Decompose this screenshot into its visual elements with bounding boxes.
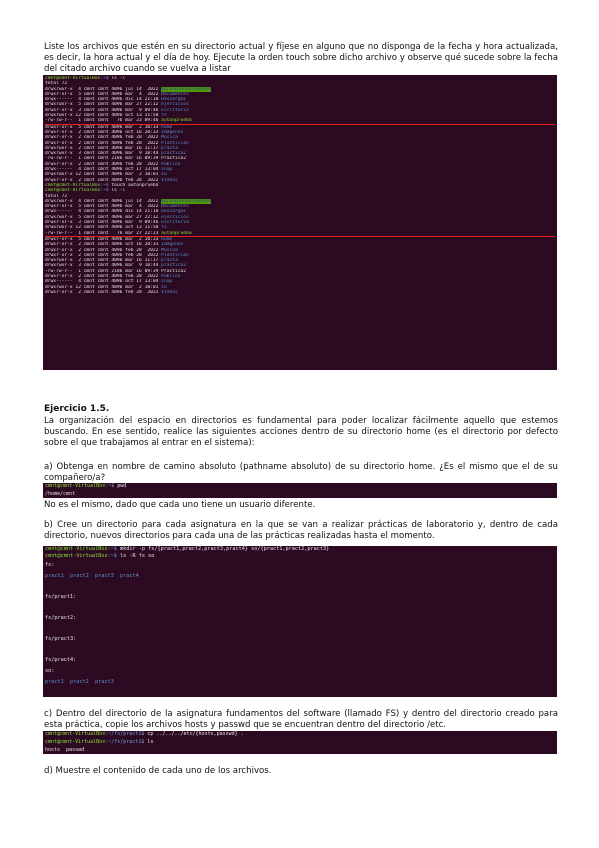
listing-row: [45, 290, 555, 295]
prompt-line: cmnt@cmnt-VirtualBox:~$ ls -R fs so: [45, 553, 155, 559]
subdir-header: fs/pract2:: [45, 614, 77, 621]
fs-subdirs: [45, 581, 555, 666]
listing-meta: drwxr-xr-x 2 cmnt cmnt 4096 feb 28 2022: [45, 161, 162, 167]
dir-entry: pract2: [70, 678, 95, 685]
listing-after: [45, 199, 555, 295]
prompt-line: cmnt@cmnt-VirtualBox:~/fs/pract1$ ls: [45, 738, 154, 745]
listing-name: Documentos: [161, 91, 189, 97]
listing-meta: drwxr-xr-x 5 cmnt cmnt 4096 mar 4 2022: [45, 91, 162, 97]
terminal-listing: [43, 75, 557, 370]
listing-meta: drwxrwxr-x 3 cmnt cmnt 4096 mar 9 10:44: [45, 151, 162, 157]
fs-dirs: [45, 571, 555, 582]
listing-name: Imágenes: [161, 129, 184, 135]
prompt-line: cmnt@cmnt-VirtualBox:~$ mkdir -p fs/{pract1,pract2,pract3,pract4} so/{pract1,pract2,pract3}: [45, 546, 330, 552]
listing-name: autonprueba: [161, 118, 192, 124]
listing-meta: drwxrwxr-x 12 cmnt cmnt 4096 mar 2 10:01: [45, 172, 162, 178]
listing-meta: drwxrwxr-x 12 cmnt cmnt 4096 mar 2 10:01: [45, 284, 162, 290]
subdir-header: fs/pract3:: [45, 636, 77, 643]
listing-meta: drwxrwxr-x 2 cmnt cmnt 4096 mar 16 11:17: [45, 258, 162, 264]
listing-meta: drwxr-xr-x 5 cmnt cmnt 4096 mar 4 2022: [45, 204, 162, 210]
listing-name: AprendiendoTodoCPU: [161, 86, 211, 92]
part-c-question: c) Dentro del directorio de la asignatura fundamentos del software (llamado FS) y dentro del directorio creado para esta práctica, copie los archivos hosts y passwd que se encuentran dentro del directorio /etc.: [44, 709, 558, 731]
fs-header: fs:: [45, 562, 55, 568]
listing-name: Descargas: [161, 209, 187, 215]
listing-name: Documentos: [161, 204, 189, 210]
prompt-line: cmnt@cmnt-VirtualBox:~$ pwd: [45, 483, 127, 489]
listing-name: so: [161, 284, 167, 290]
exercise-intro: La organización del espacio en directorios es fundamental para poder localizar fácilmente aquello que estemos buscando. En ese sentido, realice las siguientes acciones dentro de su directorio home (es el directorio por defecto sobre el que trabajamos al entrar en el sistema):: [44, 416, 558, 449]
listing-meta: drwx------ 4 cmnt cmnt 4096 oct 17 13:04: [45, 167, 162, 173]
terminal-pwd: [43, 483, 557, 498]
prompt-line: cmnt@cmnt-VirtualBox:~$ touch autonprueba: [45, 182, 159, 188]
listing-meta: drwxr-xr-x 5 cmnt cmnt 4096 mar 2 10:33: [45, 124, 162, 130]
subdir-header: fs/pract4:: [45, 657, 77, 664]
listing-meta: drwxr-xr-x 2 cmnt cmnt 4096 feb 28 2022: [45, 252, 162, 258]
listing-meta: drwx------ 4 cmnt cmnt 4096 dic 14 21:18: [45, 97, 162, 103]
so-header: so:: [45, 667, 55, 674]
listing-meta: -rw-rw-r-- 1 cmnt cmnt 76 mar 27 22:23: [45, 230, 162, 236]
dir-entry: pract1: [45, 678, 70, 685]
prompt-line: cmnt@cmnt-VirtualBox:~$ ls -l: [45, 188, 126, 194]
listing-name: home: [161, 236, 173, 242]
dir-entry: pract2: [70, 572, 95, 579]
blank-line: [45, 581, 555, 592]
terminal-cp: [43, 731, 557, 754]
listing-name: practica2: [161, 151, 187, 157]
listing-name: Música: [161, 135, 178, 141]
listing-meta: drwxrwxr-x 3 cmnt cmnt 4096 mar 9 10:44: [45, 263, 162, 269]
part-d-question: d) Muestre el contenido de cada uno de los archivos.: [44, 766, 272, 776]
terminal-mkdir: [43, 546, 557, 697]
exercise-heading: Ejercicio 1.5.: [44, 404, 110, 414]
listing-name: fs: [161, 113, 167, 119]
blank-line: [45, 624, 555, 635]
listing-name: Música: [161, 247, 178, 253]
listing-name: Escritorio: [161, 107, 189, 113]
listing-name: Plantillas: [161, 140, 189, 146]
listing-name: fs: [161, 225, 167, 231]
dir-entry: pract4: [120, 572, 145, 579]
prompt-line: cmnt@cmnt-VirtualBox:~$ ls -l: [45, 76, 126, 81]
listing-meta: drwxrwxr-x 2 cmnt cmnt 4096 mar 16 11:17: [45, 145, 162, 151]
listing-meta: -rw-rw-r-- 1 cmnt cmnt 2186 mar 16 09:39: [45, 268, 162, 274]
listing-meta: -rw-rw-r-- 1 cmnt cmnt 2186 mar 16 09:39: [45, 156, 162, 162]
total-line: total 72: [45, 193, 68, 199]
listing-name: AprendiendoTodoCPU: [161, 198, 211, 204]
listing-name: Vídeos: [161, 289, 178, 295]
listing-name: Vídeos: [161, 177, 178, 183]
listing-name: Imágenes: [161, 242, 184, 248]
listing-meta: drwxr-xr-x 2 cmnt cmnt 4096 oct 16 20:33: [45, 242, 162, 248]
pwd-output: /home/cmnt: [45, 490, 76, 497]
listing-meta: drwxrwxr-x 5 cmnt cmnt 4096 mar 27 22:12: [45, 102, 162, 108]
listing-meta: drwxr-xr-x 2 cmnt cmnt 4096 feb 28 2022: [45, 177, 162, 183]
listing-meta: drwxr-xr-x 3 cmnt cmnt 4096 mar 9 09:46: [45, 107, 162, 113]
so-subdirs: [45, 687, 555, 697]
listing-before: [45, 87, 555, 183]
listing-meta: drwxr-xr-x 2 cmnt cmnt 4096 feb 28 2022: [45, 140, 162, 146]
dir-entry: pract3: [95, 678, 120, 685]
listing-name: Plantillas: [161, 252, 189, 258]
so-dirs: [45, 677, 555, 688]
listing-name: ejercicios: [161, 102, 189, 108]
part-a-answer: No es el mismo, dado que cada uno tiene un usuario diferente.: [44, 500, 316, 510]
listing-meta: drwxrwxr-x 4 cmnt cmnt 4096 jul 14 2022: [45, 86, 162, 92]
listing-meta: drwxrwxr-x 12 cmnt cmnt 4096 oct 13 11:50: [45, 225, 162, 231]
listing-name: snap: [161, 279, 173, 285]
listing-name: Descargas: [161, 97, 187, 103]
prompt-line: cmnt@cmnt-VirtualBox:~/fs/pract1$ cp ../../../etc/{hosts,passwd} .: [45, 731, 244, 737]
listing-meta: drwxr-xr-x 5 cmnt cmnt 4096 mar 2 10:33: [45, 236, 162, 242]
listing-meta: -rw-rw-r-- 1 cmnt cmnt 76 mar 23 09:46: [45, 118, 162, 124]
blank-line: [45, 602, 555, 613]
listing-meta: drwxrwxr-x 5 cmnt cmnt 4096 mar 27 22:12: [45, 214, 162, 220]
subdir-header: fs/pract1:: [45, 593, 77, 600]
listing-name: practica2: [161, 263, 187, 269]
listing-name: home: [161, 124, 173, 130]
listing-meta: drwxrwxr-x 12 cmnt cmnt 4096 oct 13 11:50: [45, 113, 162, 119]
listing-name: Practica2: [161, 268, 187, 274]
part-a-question: a) Obtenga en nombre de camino absoluto (pathname absoluto) de su directorio home. ¿Es el mismo que el de su compañero/a?: [44, 462, 558, 484]
listing-meta: drwxr-xr-x 2 cmnt cmnt 4096 oct 16 20:33: [45, 129, 162, 135]
listing-meta: drwx------ 4 cmnt cmnt 4096 dic 14 21:18: [45, 209, 162, 215]
listing-name: Público: [161, 273, 181, 279]
listing-name: ejercicios: [161, 214, 189, 220]
listing-name: pract3: [161, 258, 178, 264]
listing-name: Practica2: [161, 156, 187, 162]
listing-meta: drwxr-xr-x 3 cmnt cmnt 4096 mar 9 09:46: [45, 220, 162, 226]
listing-meta: drwxr-xr-x 2 cmnt cmnt 4096 feb 28 2022: [45, 247, 162, 253]
total-line: total 72: [45, 81, 68, 87]
listing-meta: drwxrwxr-x 4 cmnt cmnt 4096 jul 14 2022: [45, 198, 162, 204]
listing-meta: drwxr-xr-x 2 cmnt cmnt 4096 feb 28 2022: [45, 135, 162, 141]
listing-meta: drwx------ 4 cmnt cmnt 4096 oct 17 13:04: [45, 279, 162, 285]
listing-name: snap: [161, 167, 173, 173]
blank-line: [45, 645, 555, 656]
ls-output: hosts passwd: [45, 746, 85, 753]
listing-name: pract3: [161, 145, 178, 151]
listing-name: Escritorio: [161, 220, 189, 226]
listing-meta: drwxr-xr-x 2 cmnt cmnt 4096 feb 28 2022: [45, 289, 162, 295]
part-b-question: b) Cree un directorio para cada asignatura en la que se van a realizar prácticas de laboratorio y, dentro de cada directorio, nuevos directorios para cada una de las prácticas realizadas hasta el momento.: [44, 520, 558, 542]
listing-name: so: [161, 172, 167, 178]
listing-name: Público: [161, 161, 181, 167]
intro-paragraph: Liste los archivos que estén en su directorio actual y fíjese en alguno que no disponga de la fecha y hora actualizada, es decir, la hora actual y el día de hoy. Ejecute la orden touch sobre dicho archivo y observe qué sucede sobre la fecha del citado archivo cuando se vuelva a listar: [44, 42, 558, 75]
listing-meta: drwxr-xr-x 2 cmnt cmnt 4096 feb 28 2022: [45, 273, 162, 279]
listing-name: autonprueba: [161, 230, 192, 236]
dir-entry: pract3: [95, 572, 120, 579]
dir-entry: pract1: [45, 572, 70, 579]
blank-line: [45, 687, 555, 697]
